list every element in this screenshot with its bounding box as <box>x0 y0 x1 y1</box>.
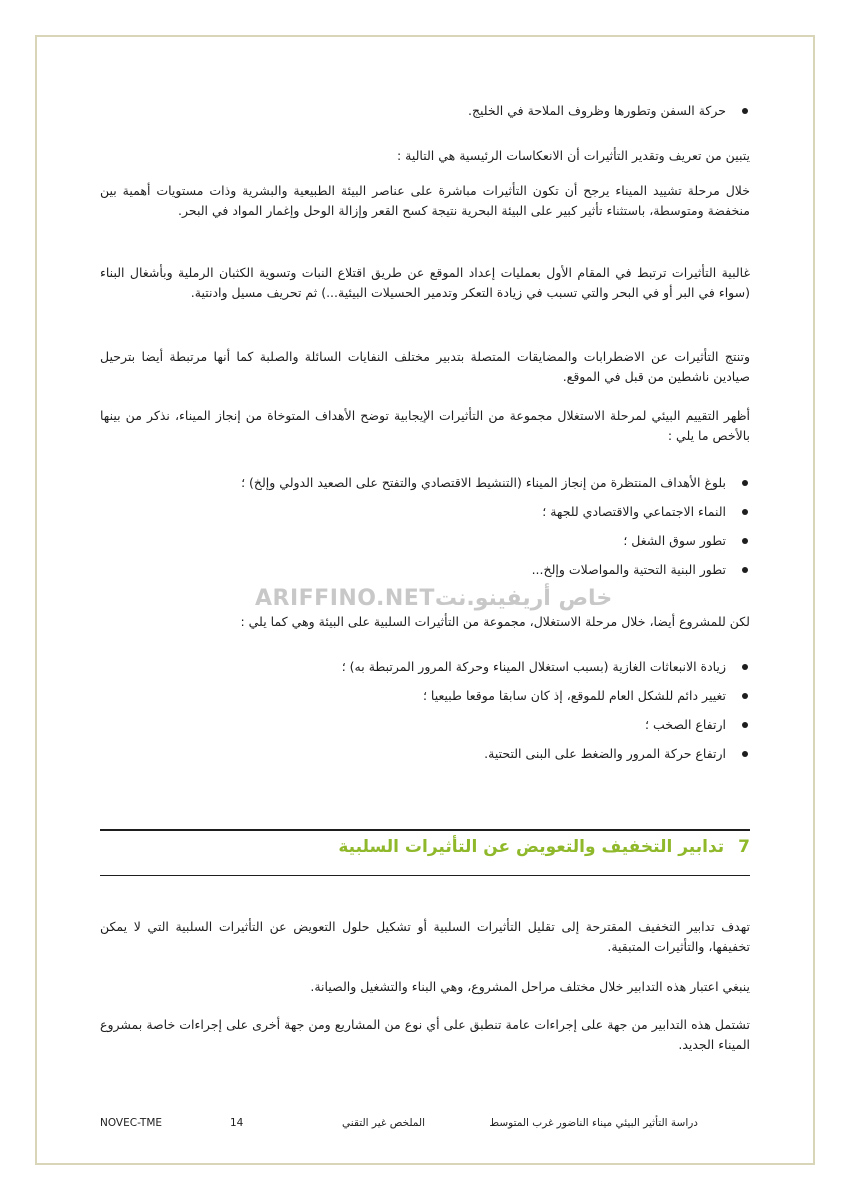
paragraph: غالبية التأثيرات ترتبط في المقام الأول بعمليات إعداد الموقع عن طريق اقتلاع النبات وتسوية الكثبان الرملية وبأشغال البناء (سواء في البر أو في البحر والتي تسبب في زيادة التعكر وتدمير الحسيلات البيئية...) ثم تحريف مسيل وادنتية. <box>100 265 750 300</box>
bullet-list-positive <box>100 473 750 580</box>
paragraph-negative-intro <box>100 612 750 632</box>
list-item: ارتفاع الصخب ؛ <box>100 715 750 735</box>
paragraph: ينبغي اعتبار هذه التدابير خلال مختلف مراحل المشروع، وهي البناء والتشغيل والصيانة. <box>310 979 750 994</box>
footer-study-title: دراسة التأثير البيئي ميناء الناضور غرب المتوسط <box>489 1117 698 1129</box>
section-heading <box>100 829 750 876</box>
list-item: حركة السفن وتطورها وظروف الملاحة في الخليج. <box>100 101 750 121</box>
list-item: ارتفاع حركة المرور والضغط على البنى التحتية. <box>100 744 750 764</box>
footer-summary-label: الملخص غير التقني <box>342 1117 425 1129</box>
paragraph-waste <box>100 347 750 387</box>
bullet-list-top <box>100 101 750 121</box>
paragraph: أظهر التقييم البيئي لمرحلة الاستغلال مجموعة من التأثيرات الإيجابية توضح الأهداف المتوخاة من إنجاز الميناء، نذكر من بينها بالأخص ما يلي : <box>100 408 750 443</box>
list-item: تغيير دائم للشكل العام للموقع، إذ كان سابقا موقعا طبيعيا ؛ <box>100 686 750 706</box>
paragraph-mitigation-measures <box>100 1015 750 1055</box>
footer-page-number: 14 <box>230 1117 244 1129</box>
paragraph: يتبين من تعريف وتقدير التأثيرات أن الانعكاسات الرئيسية هي التالية : <box>396 148 750 163</box>
paragraph-mitigation-aim <box>100 917 750 957</box>
paragraph-site-prep <box>100 263 750 303</box>
section-title: تدابير التخفيف والتعويض عن التأثيرات السلبية <box>338 837 725 857</box>
paragraph: لكن للمشروع أيضا، خلال مرحلة الاستغلال، مجموعة من التأثيرات السلبية على البيئة وهي كما يلي : <box>240 614 750 629</box>
list-item: النماء الاجتماعي والاقتصادي للجهة ؛ <box>100 502 750 522</box>
section-number: 7 <box>738 837 750 857</box>
watermark: ARIFFINO.NETخاص أريفينو.نت <box>255 586 613 611</box>
paragraph: تشتمل هذه التدابير من جهة على إجراءات عامة تنطبق على أي نوع من المشاريع ومن جهة أخرى على إجراءات خاصة بمشروع الميناء الجديد. <box>100 1017 750 1052</box>
list-item: زيادة الانبعاثات الغازية (بسبب استغلال الميناء وحركة المرور المرتبطة به) ؛ <box>100 657 750 677</box>
section-heading-text <box>338 837 750 857</box>
bullet-list-negative <box>100 657 750 764</box>
paragraph-mitigation-phases <box>100 977 750 997</box>
list-item: بلوغ الأهداف المنتظرة من إنجاز الميناء (التنشيط الاقتصادي والتفتح على الصعيد الدولي وإلخ) ؛ <box>100 473 750 493</box>
list-item: تطور سوق الشغل ؛ <box>100 531 750 551</box>
paragraph: تهدف تدابير التخفيف المقترحة إلى تقليل التأثيرات السلبية أو تشكيل حلول التعويض عن التأثيرات السلبية التي لا يمكن تخفيفها، والتأثيرات المتبقية. <box>100 919 750 954</box>
negative-impacts-block <box>100 657 750 764</box>
list-item: تطور البنية التحتية والمواصلات وإلخ... <box>100 560 750 580</box>
top-bullet-block <box>100 101 750 121</box>
paragraph: وتنتج التأثيرات عن الاضطرابات والمضايقات المتصلة بتدبير مختلف النفايات السائلة والصلبة كما أنها مرتبطة أيضا بترحيل صيادين ناشطين من قبل في الموقع. <box>100 349 750 384</box>
positive-impacts-block <box>100 473 750 580</box>
paragraph: خلال مرحلة تشييد الميناء يرجح أن تكون التأثيرات مباشرة على عناصر البيئة الطبيعية والبشرية وذات مستويات أهمية بين منخفضة ومتوسطة، باستثناء تأثير كبير على البيئة البحرية نتيجة كسح القعر وإزالة الوحل وإغمار المواد في البحر. <box>100 183 750 218</box>
paragraph-construction <box>100 181 750 221</box>
footer-company: NOVEC-TME <box>100 1117 163 1129</box>
paragraph-positive-intro <box>100 406 750 446</box>
paragraph-intro <box>100 146 750 166</box>
